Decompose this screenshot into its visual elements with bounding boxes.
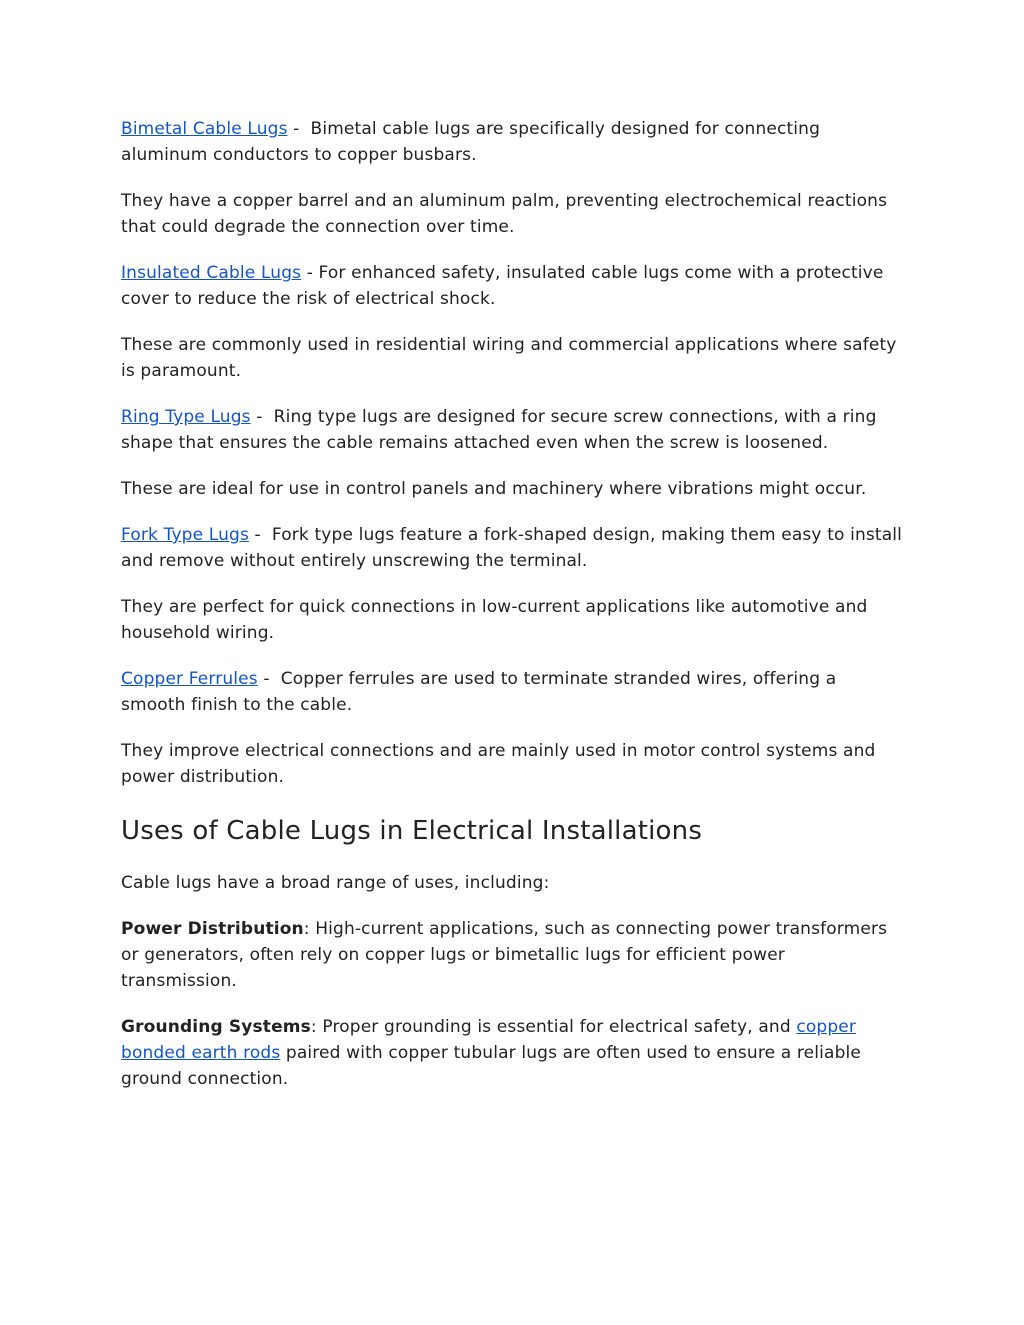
fork-lugs-paragraph — [121, 522, 906, 574]
copper-ferrules-link[interactable]: Copper Ferrules — [121, 669, 258, 689]
insulated-cable-lugs-link[interactable]: Insulated Cable Lugs — [121, 263, 302, 283]
fork-lugs-followup: They are perfect for quick connections in low-current applications like automotive and household wiring. — [121, 597, 868, 643]
document-page — [121, 116, 906, 1112]
insulated-lugs-description: For enhanced safety, insulated cable lugs come with a protective cover to reduce the risk of electrical shock. — [121, 263, 884, 309]
separator: - — [250, 407, 274, 427]
uses-heading: Uses of Cable Lugs in Electrical Installations — [121, 816, 703, 846]
power-distribution-term: Power Distribution — [121, 919, 304, 939]
ring-lugs-followup: These are ideal for use in control panels and machinery where vibrations might occur. — [121, 479, 867, 499]
bimetal-lugs-paragraph — [121, 116, 906, 168]
separator: - — [287, 119, 311, 139]
fork-type-lugs-link[interactable]: Fork Type Lugs — [121, 525, 249, 545]
copper-ferrules-description: Copper ferrules are used to terminate stranded wires, offering a smooth finish to the cable. — [121, 669, 837, 715]
ring-lugs-paragraph — [121, 404, 906, 456]
copper-ferrules-followup: They improve electrical connections and are mainly used in motor control systems and power distribution. — [121, 741, 876, 787]
grounding-systems-paragraph — [121, 1014, 906, 1092]
copper-ferrules-paragraph — [121, 666, 906, 718]
power-distribution-text: High-current applications, such as connecting power transformers or generators, often rely on copper lugs or bimetallic lugs for efficient power transmission. — [121, 919, 893, 991]
bimetal-lugs-followup: They have a copper barrel and an aluminum palm, preventing electrochemical reactions that could degrade the connection over time. — [121, 191, 888, 237]
uses-intro: Cable lugs have a broad range of uses, including: — [121, 873, 550, 893]
ring-lugs-description: Ring type lugs are designed for secure screw connections, with a ring shape that ensures the cable remains attached even when the screw is loosened. — [121, 407, 877, 453]
separator: - — [248, 525, 272, 545]
power-distribution-paragraph — [121, 916, 906, 994]
separator: - — [301, 263, 319, 283]
fork-lugs-description: Fork type lugs feature a fork-shaped design, making them easy to install and remove without entirely unscrewing the terminal. — [121, 525, 903, 571]
colon: : — [303, 919, 310, 939]
grounding-text-before: Proper grounding is essential for electrical safety, and — [316, 1017, 797, 1037]
bimetal-cable-lugs-link[interactable]: Bimetal Cable Lugs — [121, 119, 288, 139]
insulated-lugs-followup: These are commonly used in residential wiring and commercial applications where safety is paramount. — [121, 335, 897, 381]
grounding-systems-term: Grounding Systems — [121, 1017, 311, 1037]
copper-bonded-earth-rods-link[interactable]: copper bonded earth rods — [121, 1017, 857, 1063]
ring-type-lugs-link[interactable]: Ring Type Lugs — [121, 407, 251, 427]
insulated-lugs-paragraph — [121, 260, 906, 312]
grounding-text-after: paired with copper tubular lugs are often used to ensure a reliable ground connection. — [121, 1043, 867, 1089]
separator: - — [257, 669, 281, 689]
colon: : — [310, 1017, 317, 1037]
bimetal-lugs-description: Bimetal cable lugs are specifically designed for connecting aluminum conductors to copper busbars. — [121, 119, 821, 165]
